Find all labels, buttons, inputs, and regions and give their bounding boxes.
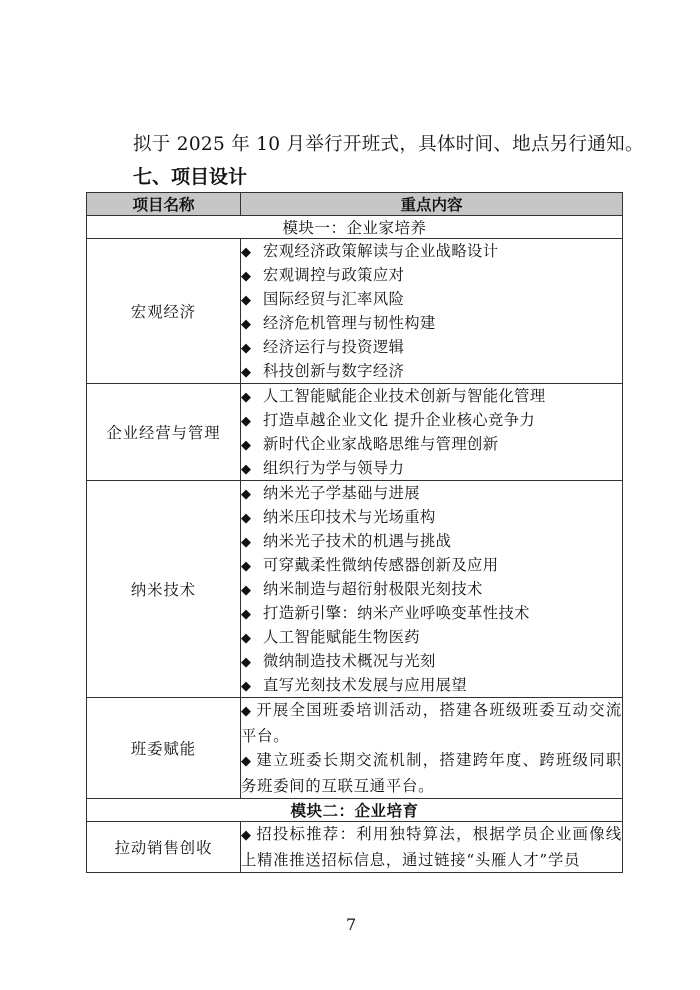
table-row <box>87 384 623 481</box>
content-item: ◆ 国际经贸与汇率风险 <box>241 287 622 311</box>
intro-paragraph: 拟于 2025 年 10 月举行开班式，具体时间、地点另行通知。 <box>133 134 644 155</box>
diamond-bullet-icon: ◆ <box>241 341 252 356</box>
content-item: ◆ 直写光刻技术发展与应用展望 <box>241 673 622 697</box>
content-cell <box>241 481 623 698</box>
content-paragraph: ◆ 建立班委长期交流机制，搭建跨年度、跨班级同职务班委间的互联互通平台。 <box>241 751 622 795</box>
diamond-bullet-icon: ◆ <box>241 828 253 843</box>
diamond-bullet-icon: ◆ <box>241 754 253 769</box>
diamond-bullet-icon: ◆ <box>241 269 252 284</box>
diamond-bullet-icon: ◆ <box>241 704 253 719</box>
diamond-bullet-icon: ◆ <box>241 487 252 502</box>
content-item: ◆ 纳米光子技术的机遇与挑战 <box>241 529 622 553</box>
content-item: ◆ 打造新引擎：纳米产业呼唤变革性技术 <box>241 601 622 625</box>
diamond-bullet-icon: ◆ <box>241 414 252 429</box>
diamond-bullet-icon: ◆ <box>241 511 252 526</box>
table-row <box>87 239 623 384</box>
table-row <box>87 698 623 799</box>
diamond-bullet-icon: ◆ <box>241 317 252 332</box>
content-item: ◆ 新时代企业家战略思维与管理创新 <box>241 432 622 456</box>
project-name-cell: 企业经营与管理 <box>87 384 241 481</box>
table-row <box>87 481 623 698</box>
diamond-bullet-icon: ◆ <box>241 631 252 646</box>
content-item: ◆ 纳米压印技术与光场重构 <box>241 505 622 529</box>
diamond-bullet-icon: ◆ <box>241 607 252 622</box>
module-row <box>87 216 623 239</box>
content-item: ◆ 可穿戴柔性微纳传感器创新及应用 <box>241 553 622 577</box>
section-heading: 七、项目设计 <box>133 166 248 188</box>
diamond-bullet-icon: ◆ <box>241 583 252 598</box>
page-number: 7 <box>346 915 357 934</box>
project-name-cell: 宏观经济 <box>87 239 241 384</box>
content-cell <box>241 698 623 799</box>
content-item: ◆ 经济运行与投资逻辑 <box>241 335 622 359</box>
content-item: ◆ 经济危机管理与韧性构建 <box>241 311 622 335</box>
content-paragraph: ◆ 招投标推荐：利用独特算法，根据学员企业画像线上精准推送招标信息，通过链接“头雁人才”学员 <box>241 825 622 869</box>
content-cell <box>241 822 623 873</box>
table-row <box>87 822 623 873</box>
module1-title: 模块一：企业家培养 <box>87 216 623 239</box>
diamond-bullet-icon: ◆ <box>241 245 252 260</box>
content-item: ◆ 宏观调控与政策应对 <box>241 263 622 287</box>
content-paragraph: ◆ 开展全国班委培训活动，搭建各班级班委互动交流平台。 <box>241 701 622 745</box>
content-item: ◆ 打造卓越企业文化 提升企业核心竞争力 <box>241 408 622 432</box>
header-project-name: 项目名称 <box>87 193 241 216</box>
diamond-bullet-icon: ◆ <box>241 365 252 380</box>
header-key-content: 重点内容 <box>241 193 623 216</box>
project-name-cell: 班委赋能 <box>87 698 241 799</box>
content-item: ◆ 纳米制造与超衍射极限光刻技术 <box>241 577 622 601</box>
table-header-row <box>87 193 623 216</box>
module2-title: 模块二：企业培育 <box>87 799 623 822</box>
content-item: ◆ 组织行为学与领导力 <box>241 456 622 480</box>
content-item: ◆ 宏观经济政策解读与企业战略设计 <box>241 239 622 263</box>
content-item: ◆ 科技创新与数字经济 <box>241 359 622 383</box>
content-cell <box>241 384 623 481</box>
diamond-bullet-icon: ◆ <box>241 390 252 405</box>
diamond-bullet-icon: ◆ <box>241 462 252 477</box>
content-item: ◆ 纳米光子学基础与进展 <box>241 481 622 505</box>
project-name-cell: 拉动销售创收 <box>87 822 241 873</box>
content-cell <box>241 239 623 384</box>
diamond-bullet-icon: ◆ <box>241 559 252 574</box>
content-item: ◆ 人工智能赋能企业技术创新与智能化管理 <box>241 384 622 408</box>
module-row <box>87 799 623 822</box>
diamond-bullet-icon: ◆ <box>241 535 252 550</box>
diamond-bullet-icon: ◆ <box>241 679 252 694</box>
diamond-bullet-icon: ◆ <box>241 438 252 453</box>
project-design-table <box>86 192 623 873</box>
project-name-cell: 纳米技术 <box>87 481 241 698</box>
diamond-bullet-icon: ◆ <box>241 655 252 670</box>
content-item: ◆ 微纳制造技术概况与光刻 <box>241 649 622 673</box>
diamond-bullet-icon: ◆ <box>241 293 252 308</box>
content-item: ◆ 人工智能赋能生物医药 <box>241 625 622 649</box>
